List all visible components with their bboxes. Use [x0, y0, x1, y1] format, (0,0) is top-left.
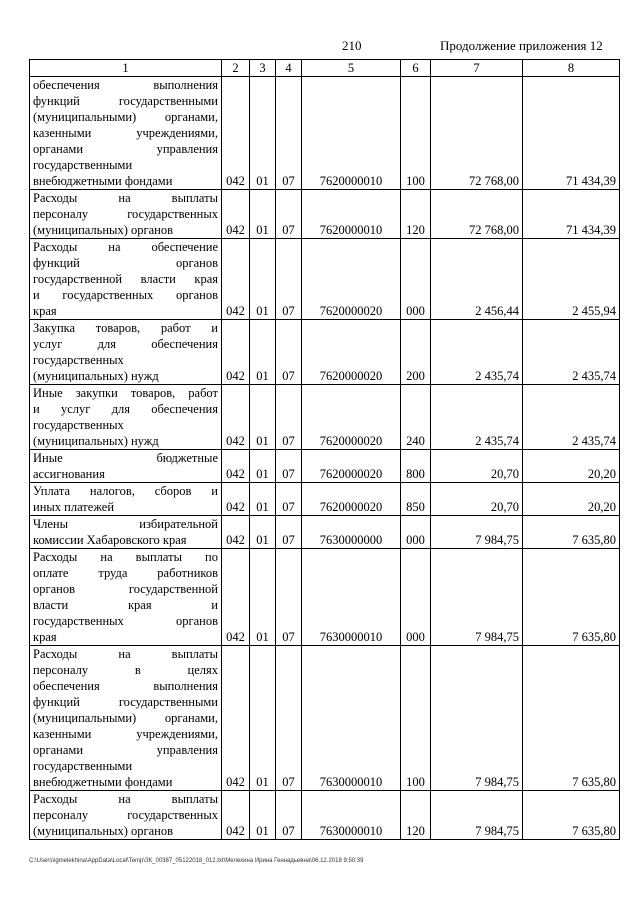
subsection-code: 07	[276, 77, 302, 190]
description-line: казенными учреждениями,	[33, 727, 218, 741]
target-article-code: 7620000020	[302, 483, 401, 516]
target-article-code: 7620000020	[302, 450, 401, 483]
column-header: 2	[222, 60, 250, 77]
target-article-code: 7620000020	[302, 385, 401, 450]
executed-amount: 2 455,94	[523, 239, 620, 320]
executed-amount: 71 434,39	[523, 77, 620, 190]
target-article-code: 7620000010	[302, 190, 401, 239]
executed-amount: 2 435,74	[523, 320, 620, 385]
ministry-code: 042	[222, 239, 250, 320]
description-line: органами управления	[33, 142, 218, 156]
description-line: и государственных органов	[33, 288, 218, 302]
description-line: Расходы на обеспечение	[33, 240, 218, 254]
ministry-code: 042	[222, 483, 250, 516]
expense-type-code: 100	[401, 646, 431, 791]
column-number-row	[30, 60, 620, 77]
expense-type-code: 850	[401, 483, 431, 516]
row-description	[30, 190, 222, 239]
row-description	[30, 483, 222, 516]
row-description	[30, 646, 222, 791]
description-line: (муниципальными) органами,	[33, 711, 218, 725]
description-line: обеспечения выполнения	[33, 78, 218, 92]
section-code: 01	[250, 385, 276, 450]
executed-amount: 20,20	[523, 483, 620, 516]
section-code: 01	[250, 516, 276, 549]
table-row	[30, 77, 620, 190]
description-line: Расходы на выплаты	[33, 647, 218, 661]
executed-amount: 7 635,80	[523, 549, 620, 646]
expense-type-code: 800	[401, 450, 431, 483]
subsection-code: 07	[276, 646, 302, 791]
table-row	[30, 483, 620, 516]
description-line: Иные закупки товаров, работ	[33, 386, 218, 400]
section-code: 01	[250, 320, 276, 385]
executed-amount: 71 434,39	[523, 190, 620, 239]
file-path-footer: C:\Users\igmelekhina\AppData\Local\Temp\ЗК_00387_05122018_012.txt\Мелехина Ирина Геннадьевна\06.12.2018 9:50:39	[29, 858, 364, 864]
subsection-code: 07	[276, 450, 302, 483]
expense-type-code: 000	[401, 239, 431, 320]
planned-amount: 2 435,74	[431, 320, 523, 385]
expense-type-code: 100	[401, 77, 431, 190]
description-line: Уплата налогов, сборов и	[33, 484, 218, 498]
section-code: 01	[250, 190, 276, 239]
description-line: ассигнования	[33, 467, 105, 481]
page-number: 210	[342, 38, 362, 53]
description-line: власти края и	[33, 598, 218, 612]
section-code: 01	[250, 549, 276, 646]
ministry-code: 042	[222, 516, 250, 549]
subsection-code: 07	[276, 320, 302, 385]
description-line: органами управления	[33, 743, 218, 757]
description-line: (муниципальных) нужд	[33, 434, 159, 448]
planned-amount: 20,70	[431, 483, 523, 516]
planned-amount: 7 984,75	[431, 646, 523, 791]
row-description	[30, 320, 222, 385]
planned-amount: 20,70	[431, 450, 523, 483]
planned-amount: 7 984,75	[431, 791, 523, 840]
target-article-code: 7620000020	[302, 320, 401, 385]
description-line: Члены избирательной	[33, 517, 218, 531]
description-line: функций органов	[33, 256, 218, 270]
table-row	[30, 791, 620, 840]
expense-type-code: 000	[401, 516, 431, 549]
description-line: (муниципальных) нужд	[33, 369, 159, 383]
subsection-code: 07	[276, 483, 302, 516]
description-line: государственных	[33, 418, 124, 432]
section-code: 01	[250, 483, 276, 516]
ministry-code: 042	[222, 320, 250, 385]
subsection-code: 07	[276, 385, 302, 450]
planned-amount: 72 768,00	[431, 190, 523, 239]
row-description	[30, 791, 222, 840]
column-header: 8	[523, 60, 620, 77]
executed-amount: 7 635,80	[523, 646, 620, 791]
description-line: персоналу государственных	[33, 207, 218, 221]
planned-amount: 72 768,00	[431, 77, 523, 190]
executed-amount: 7 635,80	[523, 516, 620, 549]
row-description	[30, 450, 222, 483]
ministry-code: 042	[222, 646, 250, 791]
subsection-code: 07	[276, 549, 302, 646]
subsection-code: 07	[276, 791, 302, 840]
column-header: 4	[276, 60, 302, 77]
column-header: 5	[302, 60, 401, 77]
target-article-code: 7620000020	[302, 239, 401, 320]
subsection-code: 07	[276, 516, 302, 549]
section-code: 01	[250, 239, 276, 320]
description-line: государственными	[33, 158, 133, 172]
section-code: 01	[250, 450, 276, 483]
description-line: государственными	[33, 759, 133, 773]
description-line: и услуг для обеспечения	[33, 402, 218, 416]
description-line: государственных	[33, 353, 124, 367]
target-article-code: 7630000010	[302, 646, 401, 791]
column-header: 1	[30, 60, 222, 77]
description-line: края	[33, 304, 57, 318]
target-article-code: 7630000010	[302, 549, 401, 646]
description-line: Иные бюджетные	[33, 451, 218, 465]
row-description	[30, 549, 222, 646]
ministry-code: 042	[222, 549, 250, 646]
planned-amount: 2 456,44	[431, 239, 523, 320]
column-header: 7	[431, 60, 523, 77]
description-line: (муниципальных) органов	[33, 824, 174, 838]
description-line: государственной власти края	[33, 272, 218, 286]
section-code: 01	[250, 791, 276, 840]
planned-amount: 2 435,74	[431, 385, 523, 450]
table-row	[30, 239, 620, 320]
description-line: обеспечения выполнения	[33, 679, 218, 693]
description-line: персоналу государственных	[33, 808, 218, 822]
section-code: 01	[250, 646, 276, 791]
appendix-continuation-label: Продолжение приложения 12	[440, 38, 603, 53]
expense-type-code: 200	[401, 320, 431, 385]
description-line: Закупка товаров, работ и	[33, 321, 218, 335]
description-line: (муниципальными) органами,	[33, 110, 218, 124]
expense-type-code: 240	[401, 385, 431, 450]
table-row	[30, 320, 620, 385]
description-line: Расходы на выплаты	[33, 792, 218, 806]
description-line: функций государственными	[33, 94, 218, 108]
ministry-code: 042	[222, 385, 250, 450]
table-row	[30, 549, 620, 646]
executed-amount: 7 635,80	[523, 791, 620, 840]
column-header: 6	[401, 60, 431, 77]
ministry-code: 042	[222, 450, 250, 483]
description-line: услуг для обеспечения	[33, 337, 218, 351]
ministry-code: 042	[222, 190, 250, 239]
ministry-code: 042	[222, 77, 250, 190]
description-line: функций государственными	[33, 695, 218, 709]
row-description	[30, 239, 222, 320]
row-description	[30, 385, 222, 450]
row-description	[30, 77, 222, 190]
column-header: 3	[250, 60, 276, 77]
section-code: 01	[250, 77, 276, 190]
subsection-code: 07	[276, 239, 302, 320]
table-row	[30, 646, 620, 791]
row-description	[30, 516, 222, 549]
ministry-code: 042	[222, 791, 250, 840]
description-line: (муниципальных) органов	[33, 223, 174, 237]
description-line: казенными учреждениями,	[33, 126, 218, 140]
description-line: Расходы на выплаты	[33, 191, 218, 205]
description-line: персоналу в целях	[33, 663, 218, 677]
description-line: оплате труда работников	[33, 566, 218, 580]
executed-amount: 2 435,74	[523, 385, 620, 450]
description-line: Расходы на выплаты по	[33, 550, 218, 564]
planned-amount: 7 984,75	[431, 549, 523, 646]
expense-type-code: 120	[401, 791, 431, 840]
table-row	[30, 385, 620, 450]
planned-amount: 7 984,75	[431, 516, 523, 549]
description-line: государственных органов	[33, 614, 218, 628]
table-row	[30, 190, 620, 239]
target-article-code: 7630000010	[302, 791, 401, 840]
description-line: внебюджетными фондами	[33, 775, 173, 789]
expense-type-code: 120	[401, 190, 431, 239]
table-row	[30, 516, 620, 549]
expense-type-code: 000	[401, 549, 431, 646]
description-line: органов государственной	[33, 582, 218, 596]
executed-amount: 20,20	[523, 450, 620, 483]
description-line: иных платежей	[33, 500, 115, 514]
target-article-code: 7630000000	[302, 516, 401, 549]
description-line: внебюджетными фондами	[33, 174, 173, 188]
description-line: комиссии Хабаровского края	[33, 533, 187, 547]
budget-table	[29, 59, 620, 840]
table-row	[30, 450, 620, 483]
target-article-code: 7620000010	[302, 77, 401, 190]
subsection-code: 07	[276, 190, 302, 239]
description-line: края	[33, 630, 57, 644]
